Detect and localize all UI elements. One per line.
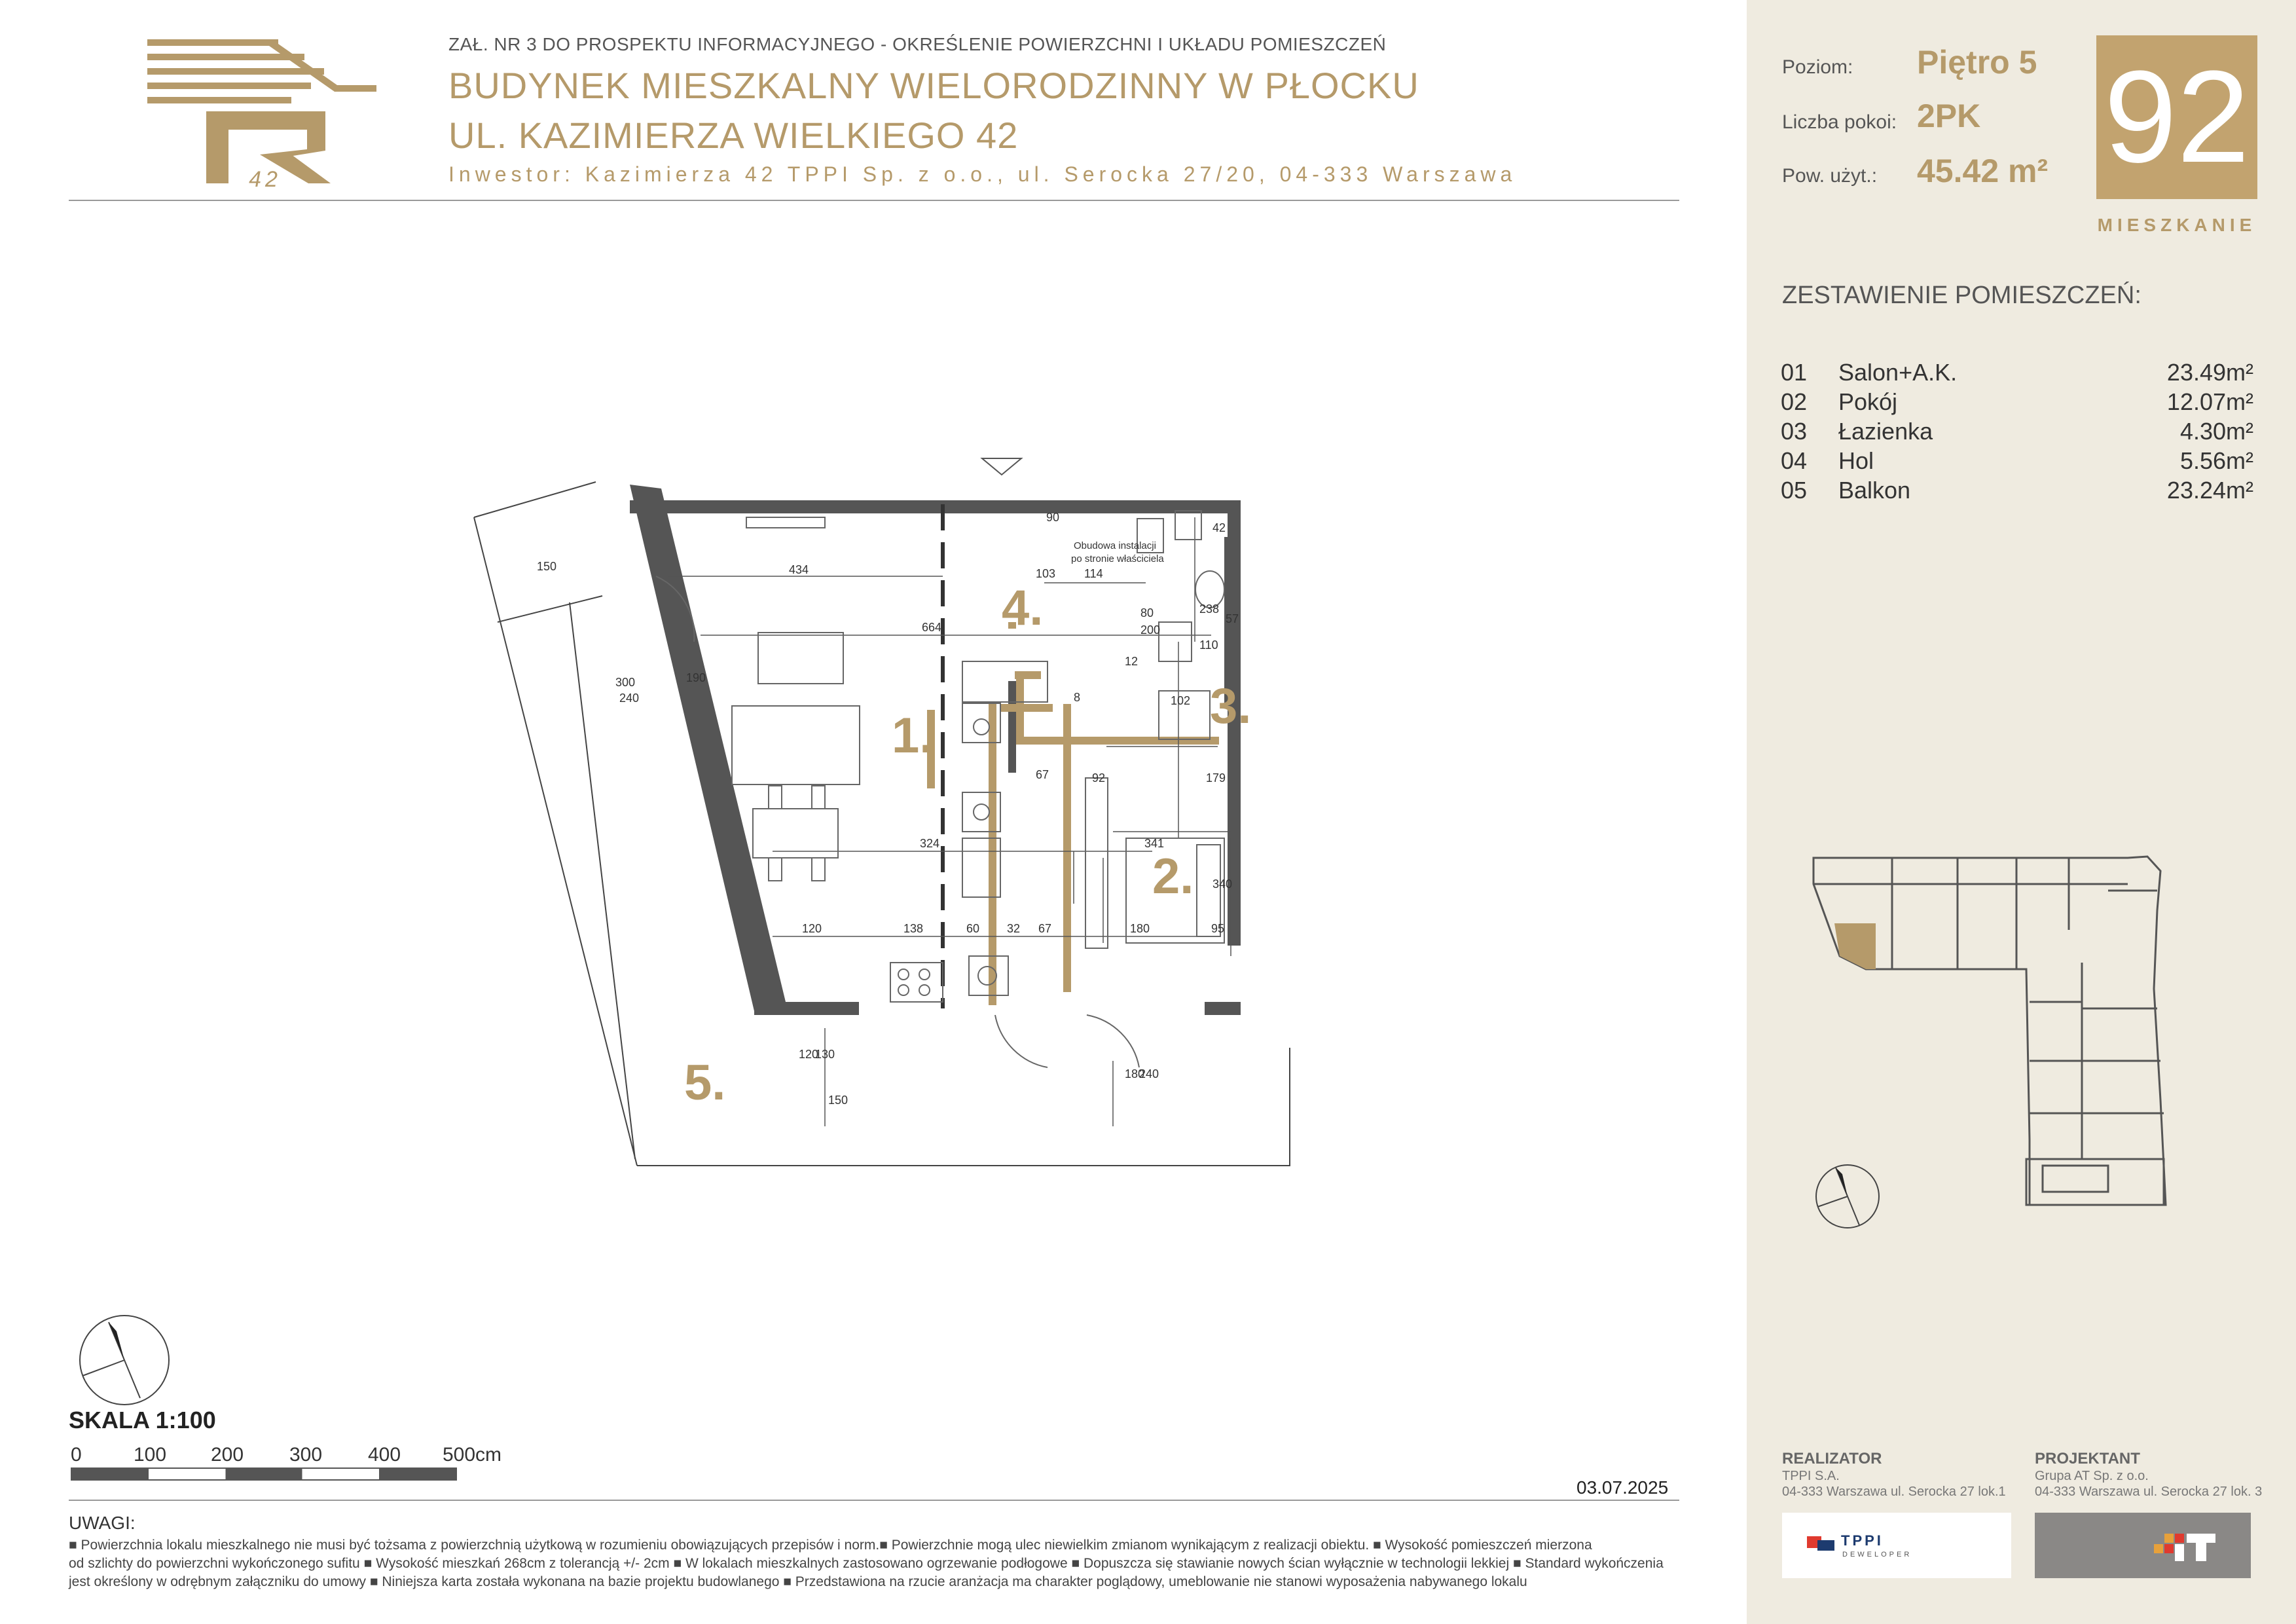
realizator-name: TPPI S.A. bbox=[1782, 1469, 1840, 1483]
scale-tick: 200 bbox=[211, 1444, 244, 1466]
room-row bbox=[1781, 388, 2253, 417]
room-area: 12.07m² bbox=[2166, 388, 2253, 415]
room-name: Łazienka bbox=[1838, 418, 1933, 445]
dim-label: 434 bbox=[789, 563, 809, 576]
installation-note-1: Obudowa instalacji bbox=[1074, 540, 1156, 551]
building-name: BUDYNEK MIESZKALNY WIELORODZINNY W PŁOCKU bbox=[448, 65, 1419, 106]
area-value: 45.42 m² bbox=[1917, 153, 2049, 189]
projektant-address: 04-333 Warszawa ul. Serocka 27 lok. 3 bbox=[2035, 1485, 2263, 1499]
dim-label: 90 bbox=[1046, 511, 1060, 524]
room-label-2: 2. bbox=[1152, 849, 1194, 904]
dim-label: 95 bbox=[1211, 922, 1225, 935]
scale-tick: 100 bbox=[134, 1444, 167, 1466]
room-no: 01 bbox=[1781, 359, 1808, 386]
room-label-4: 4. bbox=[1002, 580, 1044, 636]
dim-label: 240 bbox=[1139, 1067, 1159, 1080]
attachment-line: ZAŁ. NR 3 DO PROSPEKTU INFORMACYJNEGO - OKREŚLENIE POWIERZCHNI I UKŁADU POMIESZCZEŃ bbox=[448, 34, 1387, 54]
dim-label: 341 bbox=[1144, 837, 1165, 850]
realizator-logo bbox=[1782, 1513, 2011, 1578]
scale-tick: 0 bbox=[71, 1444, 82, 1466]
notes-divider bbox=[69, 1500, 1679, 1501]
dim-label: 190 bbox=[686, 671, 706, 684]
dim-label: 103 bbox=[1036, 567, 1056, 580]
rooms-label: Liczba pokoi: bbox=[1782, 111, 1897, 133]
projektant-logo bbox=[2035, 1513, 2251, 1578]
dim-label: 240 bbox=[619, 692, 640, 705]
notes-line: od szlichty do powierzchni wykończonego sufitu ■ Wysokość mieszkań 268cm z tolerancją +/- 2cm ■ W lokalach mieszkalnych zastosowano ogrzewanie podłogowe ■ Dopuszcza się stawianie nowych ścian wyłącznie w technologii lekkiej ■ Standard wykończenia bbox=[69, 1556, 1664, 1571]
room-area: 23.49m² bbox=[2166, 359, 2253, 386]
dim-label: 179 bbox=[1206, 771, 1226, 784]
dim-label: 200 bbox=[1140, 623, 1161, 637]
dim-label: 120 bbox=[802, 922, 822, 935]
scale-label: SKALA 1:100 bbox=[69, 1407, 216, 1433]
notes bbox=[69, 1513, 1679, 1591]
rooms-value: 2PK bbox=[1917, 98, 1981, 134]
dim-label: 110 bbox=[1199, 638, 1218, 652]
room-name: Hol bbox=[1838, 447, 1874, 474]
room-label-3: 3. bbox=[1210, 678, 1252, 734]
dim-label: 67 bbox=[1038, 922, 1052, 935]
dim-label: 664 bbox=[922, 621, 942, 634]
tppi-logo-text: TPPI bbox=[1841, 1532, 1884, 1549]
dim-label: 12 bbox=[1125, 655, 1139, 668]
header-divider bbox=[69, 200, 1679, 201]
room-row bbox=[1781, 359, 2253, 388]
projektant-label: PROJEKTANT bbox=[2035, 1450, 2140, 1467]
room-row bbox=[1781, 447, 2253, 476]
scale-bar bbox=[71, 1444, 503, 1496]
realizator-address: 04-333 Warszawa ul. Serocka 27 lok.1 bbox=[1782, 1485, 2006, 1499]
dim-label: 150 bbox=[828, 1094, 848, 1107]
apartment-number: 92 bbox=[2104, 44, 2250, 190]
company-logo bbox=[141, 39, 376, 190]
dim-label: 300 bbox=[615, 676, 636, 689]
tppi-logo-sub: DEWELOPER bbox=[1842, 1551, 1912, 1559]
dim-label: 8 bbox=[1074, 691, 1081, 704]
dim-label: 120 bbox=[799, 1048, 819, 1061]
investor-line: Inwestor: Kazimierza 42 TPPI Sp. z o.o., ul. Serocka 27/20, 04-333 Warszawa bbox=[448, 162, 1517, 186]
key-plan-north-arrow-icon bbox=[1813, 1162, 1882, 1230]
dim-label: 60 bbox=[966, 922, 980, 935]
realizator-label: REALIZATOR bbox=[1782, 1450, 1882, 1467]
notes-line: ■ Powierzchnia lokalu mieszkalnego nie musi być tożsama z powierzchnią użytkową w rozumieniu obowiązujących przepisów i norm.■ Powierzchnie mogą ulec niewielkim zmianom wynikającym z realizacji obiektu. ■ Wysokość pomieszczeń mierzona bbox=[69, 1538, 1592, 1553]
apartment-badge bbox=[2096, 35, 2257, 199]
level-value: Piętro 5 bbox=[1917, 44, 2037, 81]
dim-label: 57 bbox=[1226, 612, 1239, 625]
dim-label: 92 bbox=[1092, 771, 1106, 784]
room-area: 23.24m² bbox=[2166, 477, 2253, 504]
room-area: 4.30m² bbox=[2179, 418, 2253, 445]
room-row bbox=[1781, 418, 2253, 447]
dim-label: 180 bbox=[1125, 1067, 1145, 1080]
side-panel bbox=[1747, 0, 2296, 1624]
grupa-at-logo-icon bbox=[2154, 1530, 2219, 1561]
date: 03.07.2025 bbox=[1576, 1477, 1669, 1498]
building-address: UL. KAZIMIERZA WIELKIEGO 42 bbox=[448, 115, 1019, 156]
scale-tick: 300 bbox=[289, 1444, 323, 1466]
room-label-5: 5. bbox=[684, 1055, 726, 1111]
scale-tick: 400 bbox=[368, 1444, 401, 1466]
floor-plan bbox=[458, 445, 1322, 1179]
scale-tick: 500cm bbox=[443, 1444, 502, 1466]
notes-title: UWAGI: bbox=[69, 1513, 136, 1533]
level-label: Poziom: bbox=[1782, 56, 1853, 78]
dim-label: 42 bbox=[1212, 521, 1226, 534]
notes-line: jest określony w odrębnym załączniku do umowy ■ Niniejsza karta została wykonana na bazie projektu budowlanego ■ Przedstawiona na rzucie aranżacja ma charakter poglądowy, umeblowanie nie stanowi wyposażenia nabywanego lokalu bbox=[69, 1574, 1527, 1589]
dim-label: 238 bbox=[1199, 602, 1220, 616]
room-label-1: 1. bbox=[892, 708, 934, 764]
dim-label: 150 bbox=[537, 560, 557, 573]
dim-label: 80 bbox=[1140, 606, 1154, 619]
room-name: Salon+A.K. bbox=[1838, 359, 1958, 386]
dim-label: 67 bbox=[1036, 768, 1049, 781]
dim-label: 340 bbox=[1212, 877, 1233, 891]
room-row bbox=[1781, 477, 2253, 506]
room-name: Pokój bbox=[1838, 388, 1898, 415]
room-no: 05 bbox=[1781, 477, 1808, 504]
dim-label: 180 bbox=[1130, 922, 1150, 935]
dim-label: 324 bbox=[920, 837, 940, 850]
room-no: 02 bbox=[1781, 388, 1808, 415]
north-arrow-icon bbox=[77, 1313, 172, 1407]
dim-label: 138 bbox=[903, 922, 924, 935]
projektant-name: Grupa AT Sp. z o.o. bbox=[2035, 1469, 2149, 1483]
installation-note-2: po stronie właściciela bbox=[1071, 553, 1164, 564]
dim-label: 32 bbox=[1007, 922, 1021, 935]
rooms-table-title: ZESTAWIENIE POMIESZCZEŃ: bbox=[1782, 282, 2141, 309]
dim-label: 130 bbox=[815, 1048, 835, 1061]
dim-label: 114 bbox=[1084, 567, 1103, 580]
dim-label: 102 bbox=[1171, 694, 1191, 707]
room-area: 5.56m² bbox=[2179, 447, 2253, 474]
room-name: Balkon bbox=[1838, 477, 1911, 504]
logo-number: 42 bbox=[249, 167, 282, 192]
area-label: Pow. użyt.: bbox=[1782, 165, 1878, 187]
room-no: 03 bbox=[1781, 418, 1808, 445]
room-no: 04 bbox=[1781, 447, 1808, 474]
apartment-caption: MIESZKANIE bbox=[2097, 215, 2257, 235]
